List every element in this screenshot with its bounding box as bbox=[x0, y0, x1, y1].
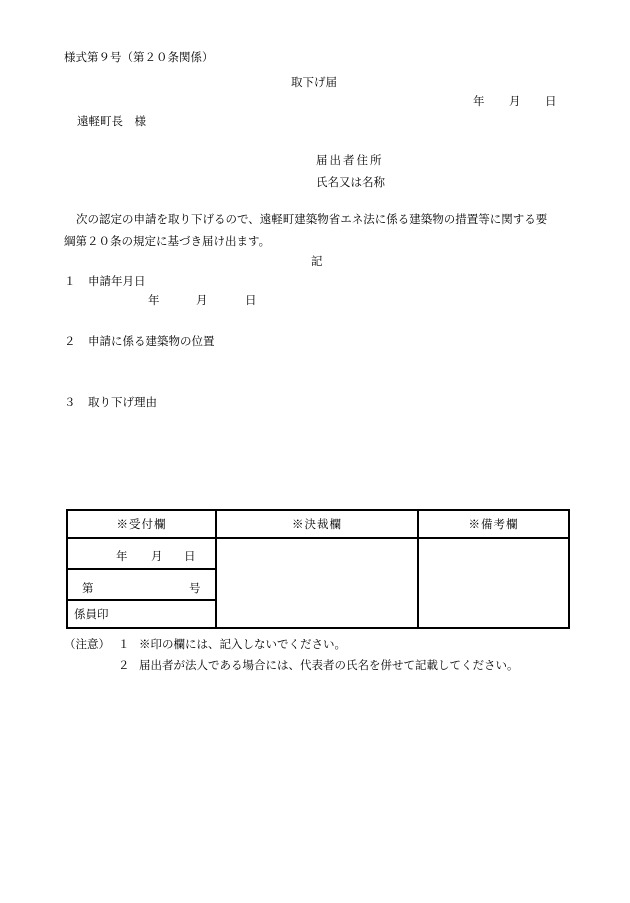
reception-header: ※受付欄 bbox=[67, 510, 216, 538]
date-day: 日 bbox=[545, 94, 557, 108]
form-title: 取下げ届 bbox=[291, 75, 337, 89]
reception-dai: 第 bbox=[82, 581, 94, 595]
approval-cell bbox=[216, 538, 418, 628]
form-number: 様式第９号（第２０条関係） bbox=[64, 50, 214, 64]
item-2-number: ２ bbox=[64, 334, 76, 348]
ki-heading: 記 bbox=[311, 254, 323, 268]
note-2-text: 届出者が法人である場合には、代表者の氏名を併せて記載してください。 bbox=[139, 658, 519, 672]
application-date-year: 年 bbox=[148, 293, 160, 307]
item-1-number: １ bbox=[64, 274, 76, 288]
item-3-label: 取り下げ理由 bbox=[88, 395, 157, 409]
note-1-number: １ bbox=[118, 637, 130, 651]
date-year: 年 bbox=[473, 94, 485, 108]
reception-go: 号 bbox=[189, 581, 201, 595]
reception-year: 年 bbox=[116, 549, 128, 563]
submitter-address-label: 届出者住所 bbox=[316, 153, 384, 167]
item-1-label: 申請年月日 bbox=[88, 274, 146, 288]
note-2-number: ２ bbox=[118, 658, 130, 672]
reception-date-cell bbox=[67, 538, 216, 569]
item-2-label: 申請に係る建築物の位置 bbox=[88, 334, 215, 348]
reception-number-cell bbox=[67, 569, 216, 600]
body-text-line2: 綱第２０条の規定に基づき届け出ます。 bbox=[64, 234, 271, 248]
body-text-line1: 次の認定の申請を取り下げるので、遠軽町建築物省エネ法に係る建築物の措置等に関する要 bbox=[76, 212, 548, 226]
office-use-table bbox=[66, 509, 570, 629]
notes-label: （注意） bbox=[64, 637, 110, 651]
reception-day: 日 bbox=[184, 549, 196, 563]
addressee: 遠軽町長 様 bbox=[77, 114, 146, 128]
remarks-cell bbox=[418, 538, 569, 628]
note-1-text: ※印の欄には、記入しないでください。 bbox=[139, 637, 346, 651]
application-date-day: 日 bbox=[245, 293, 257, 307]
date-month: 月 bbox=[509, 94, 521, 108]
approval-header: ※決裁欄 bbox=[216, 510, 418, 538]
staff-seal-cell: 係員印 bbox=[67, 600, 216, 628]
reception-month: 月 bbox=[151, 549, 163, 563]
application-date-month: 月 bbox=[196, 293, 208, 307]
item-3-number: ３ bbox=[64, 395, 76, 409]
remarks-header: ※備考欄 bbox=[418, 510, 569, 538]
submitter-name-label: 氏名又は名称 bbox=[316, 175, 385, 189]
